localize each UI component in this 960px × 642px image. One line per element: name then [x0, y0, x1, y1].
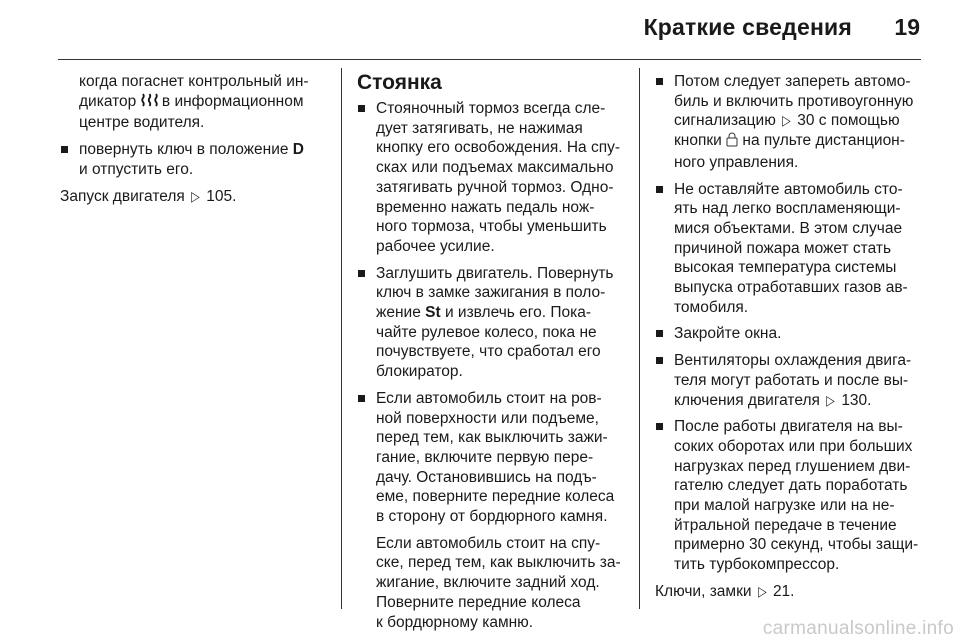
- text-line: кнопки: [674, 132, 722, 150]
- column-1: [60, 72, 330, 213]
- list-item: [655, 351, 925, 410]
- header-title: Краткие сведения: [643, 14, 852, 40]
- reference-page[interactable]: 30 с помощью: [797, 112, 900, 130]
- list-item: [655, 417, 925, 575]
- list-item: [357, 264, 627, 382]
- paragraph-text: Заглушить двигатель. Повернуть ключ в замке зажигания в поло- жение: [376, 264, 614, 322]
- text-line: центре водителя.: [79, 114, 205, 132]
- header-divider: [58, 59, 921, 60]
- page-number: 19: [894, 14, 920, 40]
- paragraph-text: После работы двигателя на вы- соких оборотах или при больших нагрузках перед глушением дви- гателю следует дать поработать при малой нагрузке или на не- йтральной передаче в течение примерно 30 секунд, чтобы защи- тить турбокомпрессор.: [674, 418, 919, 574]
- key-position-label: D: [292, 141, 304, 159]
- column-divider-2: [639, 68, 640, 609]
- list-item: [655, 180, 925, 318]
- list-item-continued: [357, 534, 627, 633]
- paragraph-text: Стояночный тормоз всегда сле- дует затягивать, не нажимая кнопку его освобождения. На спу- сках или подъемах максимально затягивать ручной тормоз. Одно- временно нажать педаль нож- ного тормоза, чтобы уменьшить рабочее усилие.: [376, 100, 621, 255]
- key-position-label: St: [425, 304, 441, 322]
- text-line: в информационном: [161, 92, 304, 110]
- text-line: дикатор: [79, 92, 137, 110]
- glow-plug-icon: [141, 92, 158, 114]
- cross-reference[interactable]: [60, 187, 330, 207]
- list-item: [357, 389, 627, 527]
- column-divider-1: [341, 68, 342, 609]
- reference-text: Ключи, замки: [655, 582, 752, 600]
- paragraph-text: Вентиляторы охлаждения двига- теля могут работать и после вы- ключения двигателя: [674, 352, 912, 409]
- text-line: когда погаснет контрольный ин-: [79, 73, 309, 90]
- cross-reference[interactable]: [655, 582, 925, 602]
- text-line: повернуть ключ в положение: [79, 141, 289, 159]
- list-item: [655, 72, 925, 173]
- paragraph-text: Закройте окна.: [674, 325, 782, 343]
- paragraph-text: Не оставляйте автомобиль сто- ять над легко воспламеняющи- мися объектами. В этом случае причиной пожара может стать высокая температура системы выпуска отработавших газов ав- томобиля.: [674, 180, 908, 316]
- reference-arrow-icon: ▷: [191, 187, 200, 204]
- column-2: [357, 72, 627, 639]
- text-line: и отпустить его.: [79, 160, 194, 178]
- paragraph-text: Если автомобиль стоит на ров- ной поверхности или подъеме, перед тем, как выключить зажи- гание, включите первую пере- дачу. Остановившись на подъ- еме, поверните передние колеса в сторону от бордюрного камня.: [376, 389, 615, 526]
- reference-arrow-icon: ▷: [757, 582, 767, 599]
- reference-arrow-icon: ▷: [826, 391, 835, 408]
- reference-page: 105.: [206, 187, 237, 205]
- lock-button-icon: [726, 132, 738, 153]
- paragraph-text: Потом следует запереть автомо- биль и включить противоугонную сигнализацию: [674, 73, 914, 130]
- paragraph-text: Если автомобиль стоит на спу- ске, перед тем, как выключить за- жигание, включите задний ход. Поверните передние колеса к бордюрному камню.: [376, 534, 621, 631]
- reference-page[interactable]: 130.: [841, 391, 872, 409]
- list-item-continued: [60, 72, 330, 133]
- reference-text: Запуск двигателя: [60, 187, 185, 205]
- list-item: [655, 324, 925, 344]
- list-item: [60, 140, 330, 179]
- paragraph-text: на пульте дистанцион- ного управления.: [674, 132, 905, 171]
- reference-page: 21.: [772, 582, 795, 600]
- reference-arrow-icon: ▷: [782, 112, 791, 129]
- list-item: [357, 99, 627, 257]
- watermark: carmanualsonline.info: [762, 618, 954, 639]
- section-title: Стоянка: [357, 71, 442, 94]
- column-3: [655, 72, 925, 609]
- paragraph-text: и извлечь его. Пока- чайте рулевое колесо, пока не почувствуете, что сработал его блокиратор.: [376, 304, 601, 381]
